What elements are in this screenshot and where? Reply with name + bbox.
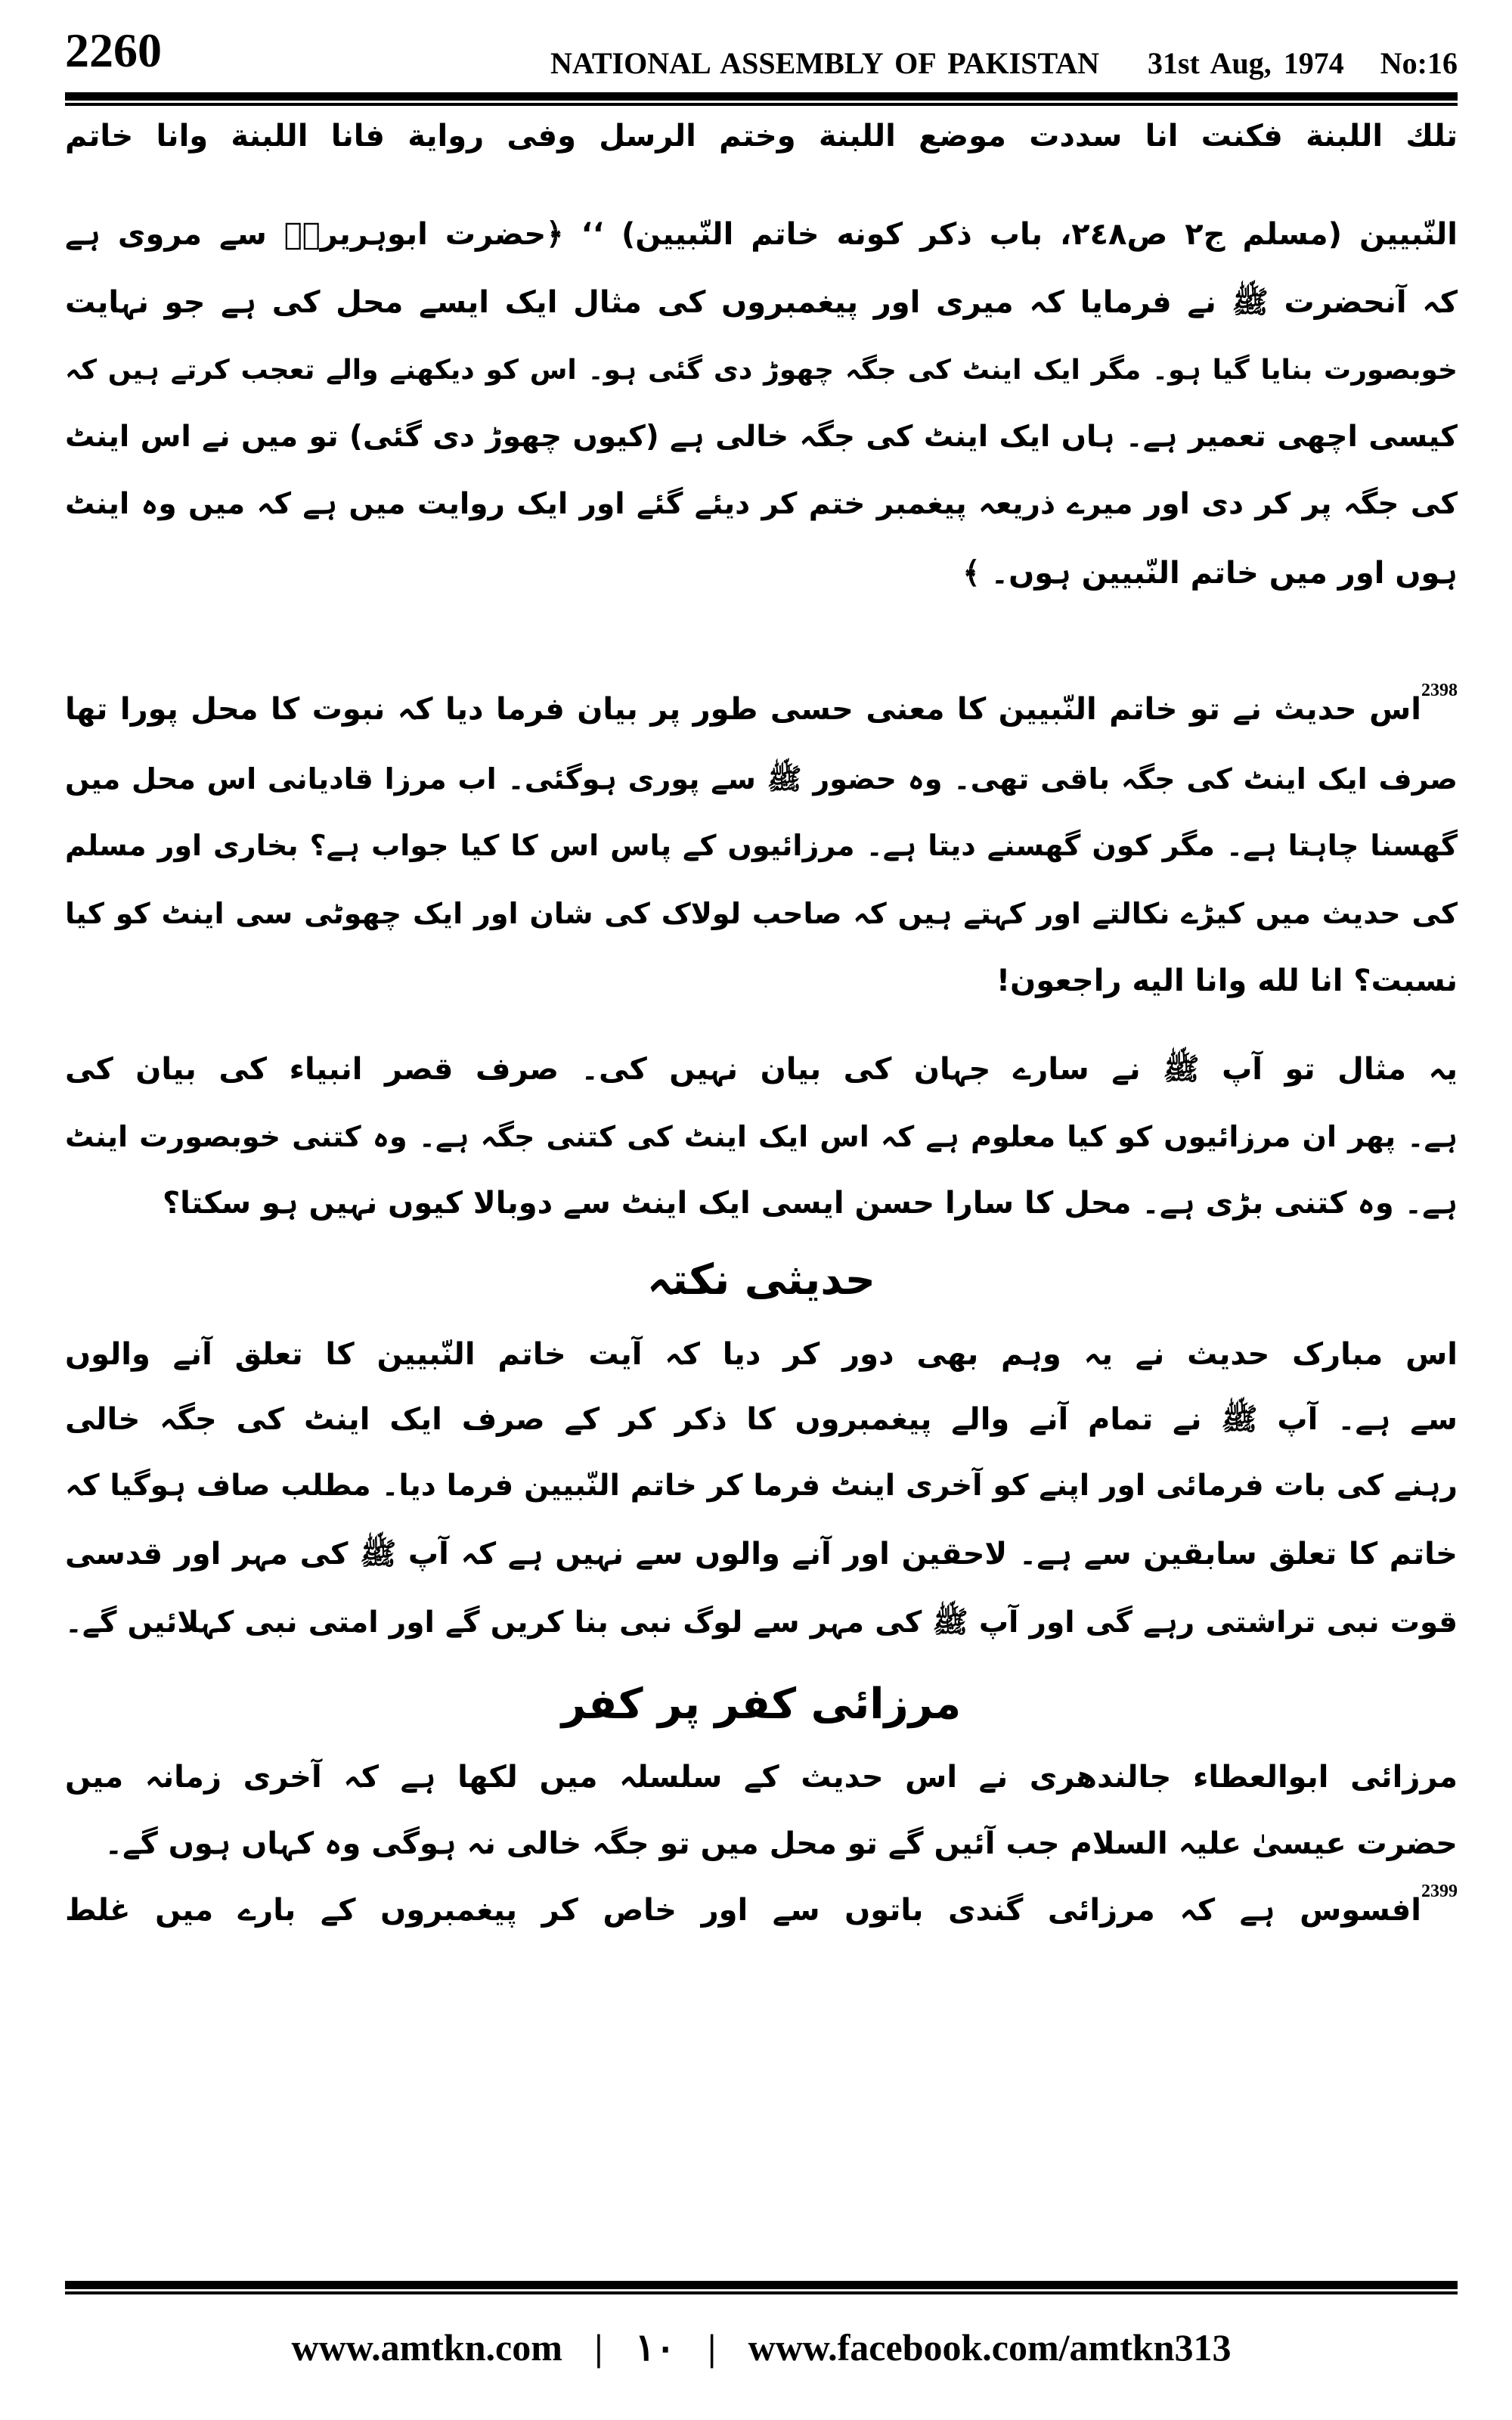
text-line-content: ہے۔ وہ کتنی بڑی ہے۔ محل کا سارا حسن ایسی ایک اینٹ سے دوبالا کیوں نہیں ہو سکتا؟ [162, 1186, 1458, 1221]
text-line [65, 1876, 1458, 1944]
text-line [65, 337, 1458, 405]
text-line [65, 1035, 1458, 1103]
text-line-content: تلك اللبنة فكنت انا سددت موضع اللبنة وختم الرسل وفى رواية فانا اللبنة وانا خاتم [65, 119, 1458, 154]
footnote-marker: 2398 [1421, 681, 1458, 700]
footer-separator: | [594, 2326, 603, 2369]
text-line [65, 539, 1458, 607]
section-heading-hadith-point: حدیثی نکتہ [646, 1255, 875, 1305]
text-line-content: اس حدیث نے تو خاتم النّبیین کا معنی حسی طور پر بیان فرما دیا کہ نبوت کا محل پورا تھا [65, 692, 1421, 727]
text-line-content: مرزائی ابوالعطاء جالندھری نے اس حدیث کے سلسلہ میں لکھا ہے کہ آخری زمانہ میں [65, 1760, 1458, 1795]
text-line-content: النّبيين (مسلم ج٢ ص٢٤٨، باب ذكر كونه خاتم النّبيين) ‘‘ ﴿حضرت ابوہریرہؓ سے مروی ہے [65, 217, 1458, 252]
footer-rule-thick [65, 2281, 1458, 2289]
text-line-content: رہنے کی بات فرمائی اور اپنے کو آخری اینٹ فرما کر خاتم النّبیین فرما دیا۔ مطلب صاف ہوگیا کہ [65, 1469, 1458, 1503]
text-line-content: یہ مثال تو آپ ﷺ نے سارے جہان کی بیان نہیں کی۔ صرف قصر انبیاء کی بیان کی [65, 1052, 1458, 1087]
text-line-content: کی حدیث میں کیڑے نکالتے اور کہتے ہیں کہ صاحب لولاک کی شان اور ایک چھوٹی سی اینٹ کو کیا [65, 897, 1458, 930]
footer [65, 2325, 1458, 2369]
text-line [65, 1169, 1458, 1237]
text-line [65, 1810, 1458, 1878]
text-line-content: صرف ایک اینٹ کی جگہ باقی تھی۔ وہ حضور ﷺ سے پوری ہوگئی۔ اب مرزا قادیانی اس محل میں [65, 762, 1458, 796]
text-line [65, 102, 1458, 170]
text-line [65, 1520, 1458, 1588]
text-line-content: افسوس ہے کہ مرزائی گندی باتوں سے اور خاص کر پیغمبروں کے بارے میں غلط [65, 1893, 1421, 1928]
footer-rule-thin [65, 2291, 1458, 2294]
section-heading-mirzai-kufr: مرزائی کفر پر کفر [561, 1680, 962, 1729]
text-line [65, 1385, 1458, 1454]
footer-page-label: ۱۰ [634, 2326, 676, 2369]
text-line [65, 1103, 1458, 1171]
text-line-content: کی جگہ پر کر دی اور میرے ذریعہ پیغمبر ختم کر دیئے گئے اور ایک روایت میں ہے کہ میں وہ اینٹ [65, 487, 1458, 521]
text-line-content: ہے۔ پھر ان مرزائیوں کو کیا معلوم ہے کہ اس ایک اینٹ کی کتنی جگہ ہے۔ وہ کتنی خوبصورت اینٹ [65, 1120, 1458, 1153]
header-rule-thick [65, 92, 1458, 101]
text-line-content: اس مبارک حدیث نے یہ وہم بھی دور کر دیا کہ آیت خاتم النّبیین کا تعلق آنے والوں [65, 1337, 1458, 1372]
text-line-content: گھسنا چاہتا ہے۔ مگر کون گھسنے دیتا ہے۔ مرزائیوں کے پاس اس کا کیا جواب ہے؟ بخاری اور مسلم [65, 829, 1458, 862]
text-line [65, 947, 1458, 1015]
text-line-content: خوبصورت بنایا گیا ہو۔ مگر ایک اینٹ کی جگہ چھوڑ دی گئی ہو۔ اس کو دیکھنے والے تعجب کرتے ہیں کہ [65, 355, 1458, 386]
text-line [65, 268, 1458, 337]
footnote-marker: 2399 [1421, 1882, 1458, 1901]
text-line-content: کیسی اچھی تعمیر ہے۔ ہاں ایک اینٹ کی جگہ خالی ہے (کیوں چھوڑ دی گئی) تو میں نے اس اینٹ [65, 420, 1458, 454]
text-line [65, 1589, 1458, 1657]
text-line [65, 880, 1458, 948]
text-line-content: حضرت عیسیٰ علیہ السلام جب آئیں گے تو محل میں تو جگہ خالی نہ ہوگی وہ کہاں ہوں گے۔ [104, 1826, 1458, 1861]
running-header: NATIONAL ASSEMBLY OF PAKISTAN 31st Aug, 1974 No:16 [550, 46, 1458, 80]
footer-website-link[interactable]: www.amtkn.com [291, 2326, 562, 2369]
text-line-content: خاتم کا تعلق سابقین سے ہے۔ لاحقین اور آنے والوں سے نہیں ہے کہ آپ ﷺ کی مہر اور قدسی [65, 1537, 1458, 1571]
page-number: 2260 [65, 23, 162, 77]
text-line [65, 1452, 1458, 1520]
footer-separator: | [708, 2326, 717, 2369]
text-line [65, 1320, 1458, 1388]
footer-facebook-link[interactable]: www.facebook.com/amtkn313 [748, 2326, 1232, 2369]
text-line [65, 1743, 1458, 1811]
text-line-content: سے ہے۔ آپ ﷺ نے تمام آنے والے پیغمبروں کا ذکر کر کے صرف ایک اینٹ کی جگہ خالی [65, 1402, 1458, 1437]
text-line [65, 403, 1458, 471]
text-line [65, 675, 1458, 743]
text-line-content: قوت نبی تراشتی رہے گی اور آپ ﷺ کی مہر سے لوگ نبی بنا کریں گے اور امتی نبی کہلائیں گے۔ [65, 1606, 1458, 1640]
text-line [65, 811, 1458, 880]
text-line [65, 745, 1458, 813]
text-line-content: نسبت؟ انا لله وانا اليه راجعون! [996, 963, 1458, 998]
text-line-content: ہوں اور میں خاتم النّبیین ہوں۔ ﴾ [962, 556, 1458, 591]
text-line [65, 200, 1458, 268]
text-line [65, 470, 1458, 538]
text-line-content: کہ آنحضرت ﷺ نے فرمایا کہ میری اور پیغمبروں کی مثال ایک ایسے محل کی ہے جو نہایت [65, 285, 1458, 320]
